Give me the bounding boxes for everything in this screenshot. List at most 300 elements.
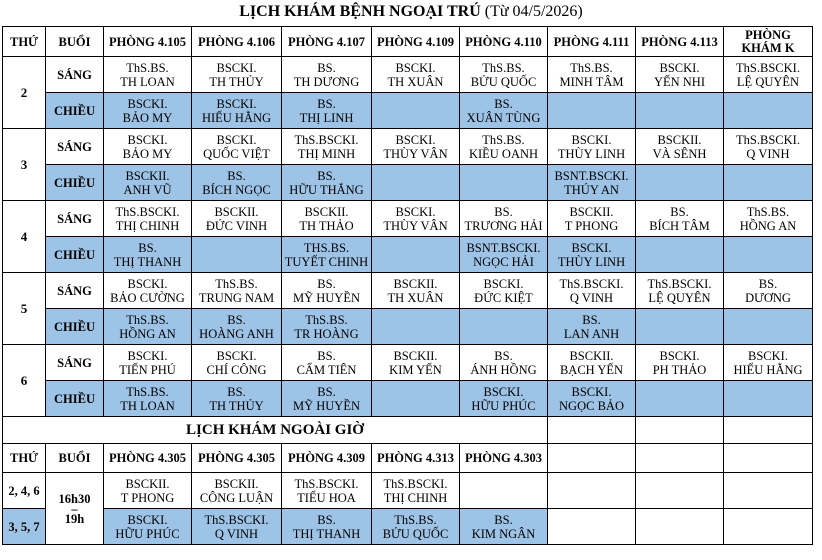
doctor-cell [372, 509, 460, 545]
doctor-title: ThS.BS. [394, 512, 437, 527]
overtime-header-room: PHÒNG 4.313 [372, 444, 460, 473]
doctor-cell [104, 165, 192, 201]
doctor-name: BẠCH YẾN [559, 362, 624, 377]
session-afternoon-label: CHIỀU [46, 237, 104, 273]
schedule-title-date: (Từ 04/5/2026) [484, 3, 583, 20]
doctor-cell [104, 345, 192, 381]
empty-cell [724, 444, 813, 473]
doctor-title: BSCKI. [748, 348, 788, 363]
doctor-cell [548, 381, 636, 417]
doctor-title: BS. [317, 348, 336, 363]
overtime-header-room: PHÒNG 4.303 [460, 444, 548, 473]
doctor-cell [460, 129, 548, 165]
doctor-title: BSCKII. [125, 168, 170, 183]
doctor-title: BS. [582, 312, 601, 327]
doctor-cell [372, 57, 460, 93]
doctor-name: HỮU THẮNG [289, 182, 364, 197]
doctor-cell [636, 237, 724, 273]
overtime-time-start: 16h30 [58, 491, 91, 506]
doctor-name: HOÀNG ANH [199, 326, 274, 341]
empty-cell [548, 509, 636, 545]
doctor-cell [372, 129, 460, 165]
doctor-title: BS. [227, 312, 246, 327]
doctor-cell [724, 309, 813, 345]
doctor-title: BS. [494, 348, 513, 363]
doctor-cell [460, 57, 548, 93]
empty-cell [724, 417, 813, 444]
doctor-title: BSCKI. [395, 60, 436, 75]
session-row-morning [3, 273, 813, 309]
doctor-cell [636, 57, 724, 93]
header-room: PHÒNG 4.110 [460, 27, 548, 57]
doctor-cell [282, 93, 372, 129]
session-morning-label: SÁNG [46, 57, 104, 93]
doctor-cell [192, 309, 282, 345]
outpatient-schedule-table [2, 26, 813, 545]
doctor-cell [548, 201, 636, 237]
doctor-cell [724, 237, 813, 273]
doctor-title: BSNT.BSCKI. [554, 168, 629, 183]
doctor-cell [192, 93, 282, 129]
doctor-cell [548, 165, 636, 201]
doctor-title: ThS.BSCKI. [204, 512, 269, 527]
doctor-title: BS. [317, 512, 336, 527]
doctor-title: BSCKI. [483, 384, 524, 399]
doctor-cell [104, 201, 192, 237]
doctor-title: BS. [227, 384, 246, 399]
doctor-title: BSCKI. [571, 384, 612, 399]
doctor-cell [724, 165, 813, 201]
doctor-name: TH LOAN [120, 398, 175, 413]
doctor-cell [282, 309, 372, 345]
doctor-name: TH LOAN [120, 74, 175, 89]
doctor-cell [372, 309, 460, 345]
doctor-name: PH THẢO [652, 362, 707, 377]
doctor-cell [724, 129, 813, 165]
doctor-name: CẨM TIÊN [296, 362, 357, 377]
doctor-cell [724, 57, 813, 93]
doctor-title: BSCKI. [571, 132, 612, 147]
doctor-title: BS. [317, 276, 336, 291]
overtime-day-label: 2, 4, 6 [3, 473, 46, 509]
doctor-title: BSCKI. [127, 132, 168, 147]
session-morning-label: SÁNG [46, 345, 104, 381]
doctor-cell [724, 201, 813, 237]
doctor-name: ĐỨC KIỆT [474, 290, 533, 305]
doctor-title: BSCKII. [657, 132, 702, 147]
overtime-header-room: PHÒNG 4.309 [282, 444, 372, 473]
doctor-cell [724, 345, 813, 381]
doctor-title: BS. [317, 384, 336, 399]
doctor-name: TIỂU HOA [297, 490, 356, 505]
doctor-cell [372, 93, 460, 129]
doctor-cell [636, 201, 724, 237]
doctor-cell [104, 509, 192, 545]
doctor-name: THÚY AN [564, 182, 619, 197]
doctor-title: BSCKI. [216, 348, 257, 363]
doctor-title: BS. [317, 60, 336, 75]
doctor-cell [192, 509, 282, 545]
doctor-name: BẢO MY [122, 146, 173, 161]
schedule-title-main: LỊCH KHÁM BỆNH NGOẠI TRÚ [239, 3, 481, 20]
doctor-name: ANH VŨ [123, 182, 172, 197]
doctor-title: BSCKI. [659, 348, 700, 363]
doctor-name: NGỌC HẢI [473, 254, 534, 269]
doctor-cell [372, 381, 460, 417]
overtime-title-row [3, 417, 813, 444]
doctor-cell [104, 129, 192, 165]
doctor-cell [636, 93, 724, 129]
doctor-name: MINH TÂM [559, 74, 624, 89]
doctor-name: MỸ HUYỀN [292, 290, 360, 305]
doctor-name: HỒNG AN [119, 326, 176, 341]
doctor-title: BSCKI. [216, 96, 257, 111]
doctor-cell [192, 345, 282, 381]
header-room: PHÒNG 4.113 [636, 27, 724, 57]
doctor-cell [192, 237, 282, 273]
doctor-title: BSNT.BSCKI. [466, 240, 541, 255]
doctor-title: ThS.BSCKI. [383, 476, 448, 491]
overtime-header-room: PHÒNG 4.305 [104, 444, 192, 473]
doctor-title: ThS.BS. [305, 312, 348, 327]
overtime-time [46, 473, 104, 545]
header-buoi: BUỔI [46, 27, 104, 57]
doctor-name: HIẾU HẰNG [733, 362, 803, 377]
doctor-title: ThS.BS. [746, 204, 790, 219]
doctor-title: ThS.BS. [482, 60, 525, 75]
empty-cell [636, 444, 724, 473]
session-afternoon-label: CHIỀU [46, 93, 104, 129]
session-row-afternoon [3, 237, 813, 273]
overtime-time-end: 19h [64, 511, 85, 526]
doctor-title: ThS.BS. [126, 60, 169, 75]
doctor-cell [460, 309, 548, 345]
doctor-cell [104, 57, 192, 93]
doctor-cell [372, 165, 460, 201]
doctor-title: BS. [138, 240, 157, 255]
doctor-name: KIM YẾN [389, 362, 442, 377]
doctor-name: CÔNG LUẬN [199, 490, 274, 505]
doctor-name: BẢO CƯỜNG [110, 290, 185, 305]
doctor-title: BS. [227, 168, 246, 183]
doctor-name: TH THỦY [209, 74, 264, 89]
doctor-cell [372, 237, 460, 273]
doctor-cell [282, 57, 372, 93]
doctor-name: THỊ THANH [292, 526, 361, 541]
doctor-cell [104, 381, 192, 417]
doctor-cell [282, 345, 372, 381]
doctor-cell [282, 165, 372, 201]
doctor-name: HIẾU HẰNG [201, 110, 272, 125]
doctor-title: BS. [494, 512, 513, 527]
session-afternoon-label: CHIỀU [46, 165, 104, 201]
doctor-cell [192, 273, 282, 309]
doctor-title: BSCKI. [127, 512, 168, 527]
overtime-header-row [3, 444, 813, 473]
doctor-cell [282, 509, 372, 545]
doctor-cell [282, 473, 372, 509]
doctor-cell [548, 345, 636, 381]
overtime-row [3, 509, 813, 545]
doctor-cell [548, 273, 636, 309]
doctor-cell [460, 381, 548, 417]
day-label: 5 [3, 273, 46, 345]
doctor-cell [372, 201, 460, 237]
empty-cell [724, 473, 813, 509]
empty-cell [636, 509, 724, 545]
overtime-time-dash: – [71, 501, 78, 516]
doctor-cell [282, 237, 372, 273]
day-label: 4 [3, 201, 46, 273]
overtime-header-buoi: BUỔI [46, 444, 104, 473]
doctor-cell [548, 93, 636, 129]
doctor-cell [636, 309, 724, 345]
doctor-cell [372, 345, 460, 381]
doctor-name: BẢO MY [122, 110, 173, 125]
session-morning-label: SÁNG [46, 129, 104, 165]
doctor-name: VÀ SÊNH [652, 146, 707, 161]
session-row-morning [3, 129, 813, 165]
header-thu: THỨ [3, 27, 46, 57]
doctor-name: TH THẢO [299, 218, 354, 233]
doctor-name: THÙY LINH [557, 146, 626, 161]
doctor-title: BS. [494, 96, 513, 111]
doctor-title: BSCKII. [393, 276, 438, 291]
doctor-cell [724, 381, 813, 417]
doctor-cell [192, 381, 282, 417]
header-row [3, 27, 813, 57]
header-room: PHÒNG 4.111 [548, 27, 636, 57]
doctor-cell [548, 129, 636, 165]
doctor-name: NGỌC BẢO [559, 398, 624, 413]
doctor-name: THỊ LINH [299, 110, 354, 125]
doctor-cell [192, 129, 282, 165]
doctor-name: THỊ THANH [113, 254, 182, 269]
doctor-name: MỸ HUYỀN [292, 398, 360, 413]
doctor-name: LỆ QUYÊN [648, 290, 711, 305]
overtime-title: LỊCH KHÁM NGOÀI GIỜ [3, 417, 548, 444]
doctor-title: BSCKII. [214, 476, 259, 491]
doctor-name: TUYẾT CHINH [284, 254, 369, 269]
session-morning-label: SÁNG [46, 273, 104, 309]
doctor-name: BỬU QUỐC [470, 74, 537, 89]
doctor-name: BÍCH TÂM [649, 218, 710, 233]
doctor-title: ThS.BS. [126, 384, 169, 399]
doctor-title: ThS.BS. [126, 312, 169, 327]
doctor-name: LỆ QUYÊN [736, 74, 800, 89]
doctor-name: BỬU QUỐC [382, 526, 449, 541]
empty-cell [548, 417, 636, 444]
doctor-title: BS. [317, 168, 336, 183]
doctor-title: ThS.BSCKI. [559, 276, 624, 291]
doctor-title: BSCKI. [571, 240, 612, 255]
doctor-title: BSCKII. [393, 348, 438, 363]
doctor-cell [636, 381, 724, 417]
doctor-cell [282, 381, 372, 417]
doctor-cell [548, 237, 636, 273]
doctor-cell [724, 273, 813, 309]
doctor-name: TR HOÀNG [294, 326, 359, 341]
overtime-header-thu: THỨ [3, 444, 46, 473]
overtime-row [3, 473, 813, 509]
doctor-name: Q VINH [569, 290, 614, 305]
doctor-name: T PHONG [564, 218, 619, 233]
doctor-cell [192, 473, 282, 509]
doctor-title: BSCKI. [127, 96, 168, 111]
doctor-title: BSCKI. [659, 60, 700, 75]
doctor-cell [636, 165, 724, 201]
day-label: 2 [3, 57, 46, 129]
doctor-cell [548, 309, 636, 345]
doctor-title: THS.BS. [303, 240, 350, 255]
doctor-cell [282, 129, 372, 165]
doctor-cell [460, 201, 548, 237]
empty-cell [636, 473, 724, 509]
doctor-name: T PHONG [120, 490, 175, 505]
doctor-title: BSCKI. [127, 348, 168, 363]
doctor-title: BSCKI. [395, 132, 436, 147]
doctor-cell [548, 57, 636, 93]
header-room: PHÒNG 4.105 [104, 27, 192, 57]
doctor-title: ThS.BSCKI. [736, 132, 800, 147]
header-room: PHÒNG KHÁM K [724, 27, 813, 57]
doctor-cell [192, 165, 282, 201]
empty-cell [548, 473, 636, 509]
doctor-name: YẾN NHI [653, 74, 706, 89]
day-label: 3 [3, 129, 46, 201]
doctor-title: BSCKI. [127, 276, 168, 291]
doctor-name: ĐỨC VINH [205, 218, 268, 233]
doctor-title: ThS.BSCKI. [736, 60, 800, 75]
doctor-title: BSCKII. [214, 204, 259, 219]
doctor-cell [460, 273, 548, 309]
session-row-afternoon [3, 381, 813, 417]
doctor-name: TH XUÂN [387, 290, 444, 305]
doctor-name: THÙY LINH [557, 254, 626, 269]
doctor-cell [372, 473, 460, 509]
doctor-title: ThS.BS. [215, 276, 258, 291]
doctor-name: HỮU PHÚC [471, 398, 536, 413]
schedule-title [0, 0, 822, 26]
doctor-title: BSCKI. [395, 204, 436, 219]
doctor-title: BSCKI. [483, 276, 524, 291]
header-room: PHÒNG 4.107 [282, 27, 372, 57]
day-label: 6 [3, 345, 46, 417]
doctor-title: BSCKI. [216, 60, 257, 75]
overtime-header-room: PHÒNG 4.305 [192, 444, 282, 473]
session-row-afternoon [3, 165, 813, 201]
doctor-cell [282, 201, 372, 237]
doctor-title: BSCKI. [216, 132, 257, 147]
doctor-name: LAN ANH [563, 326, 620, 341]
doctor-title: ThS.BS. [482, 132, 525, 147]
doctor-cell [104, 473, 192, 509]
doctor-name: HỮU PHÚC [115, 526, 180, 541]
doctor-name: THÙY VÂN [383, 218, 448, 233]
doctor-cell [460, 509, 548, 545]
doctor-name: TH DƯƠNG [293, 74, 360, 89]
overtime-day-label: 3, 5, 7 [3, 509, 46, 545]
doctor-cell [192, 201, 282, 237]
doctor-title: BS. [670, 204, 689, 219]
session-row-morning [3, 57, 813, 93]
session-afternoon-label: CHIỀU [46, 381, 104, 417]
doctor-cell [104, 93, 192, 129]
doctor-cell [724, 93, 813, 129]
doctor-cell [460, 93, 548, 129]
doctor-name: TRUNG NAM [198, 290, 275, 305]
session-afternoon-label: CHIỀU [46, 309, 104, 345]
doctor-name: Q VINH [214, 526, 259, 541]
doctor-name: KIM NGÂN [471, 526, 536, 541]
doctor-title: BS. [758, 276, 778, 291]
doctor-title: BSCKII. [569, 204, 614, 219]
doctor-title: ThS.BSCKI. [647, 276, 712, 291]
doctor-cell [460, 237, 548, 273]
doctor-title: ThS.BSCKI. [115, 204, 180, 219]
doctor-title: ThS.BS. [570, 60, 613, 75]
doctor-cell [104, 237, 192, 273]
header-room: PHÒNG 4.106 [192, 27, 282, 57]
doctor-name: THỊ CHINH [115, 218, 180, 233]
header-room: PHÒNG 4.109 [372, 27, 460, 57]
doctor-title: ThS.BSCKI. [294, 476, 359, 491]
doctor-cell [104, 273, 192, 309]
doctor-name: CHÍ CÔNG [206, 362, 267, 377]
doctor-name: TH XUÂN [387, 74, 444, 89]
doctor-title: BSCKII. [304, 204, 349, 219]
doctor-title: BSCKII. [125, 476, 170, 491]
session-morning-label: SÁNG [46, 201, 104, 237]
doctor-name: Q VINH [746, 146, 790, 161]
doctor-name: ÁNH HỒNG [470, 362, 537, 377]
doctor-name: THÙY VÂN [383, 146, 448, 161]
doctor-name: XUÂN TÙNG [466, 110, 541, 125]
doctor-name: BÍCH NGỌC [202, 182, 271, 197]
doctor-name: DƯƠNG [745, 290, 791, 305]
doctor-cell [282, 273, 372, 309]
doctor-name: HỒNG AN [739, 218, 797, 233]
doctor-cell [372, 273, 460, 309]
doctor-cell [460, 165, 548, 201]
doctor-cell [460, 345, 548, 381]
session-row-morning [3, 345, 813, 381]
doctor-title: ThS.BSCKI. [294, 132, 359, 147]
session-row-morning [3, 201, 813, 237]
doctor-title: BS. [317, 96, 336, 111]
empty-cell [724, 509, 813, 545]
session-row-afternoon [3, 93, 813, 129]
doctor-cell [636, 129, 724, 165]
doctor-cell [636, 345, 724, 381]
doctor-name: TH THỦY [209, 398, 264, 413]
doctor-title: BS. [494, 204, 513, 219]
doctor-cell [636, 273, 724, 309]
empty-cell [548, 444, 636, 473]
empty-cell [636, 417, 724, 444]
doctor-cell [192, 57, 282, 93]
doctor-cell [104, 309, 192, 345]
doctor-name: KIỀU OANH [468, 146, 539, 161]
doctor-title: BSCKII. [569, 348, 614, 363]
doctor-cell [460, 473, 548, 509]
doctor-name: QUỐC VIỆT [203, 146, 270, 161]
session-row-afternoon [3, 309, 813, 345]
doctor-name: THỊ MINH [297, 146, 356, 161]
doctor-name: TRƯƠNG HẢI [464, 218, 543, 233]
doctor-name: TIẾN PHÚ [119, 362, 176, 377]
doctor-name: THỊ CHINH [383, 490, 448, 505]
